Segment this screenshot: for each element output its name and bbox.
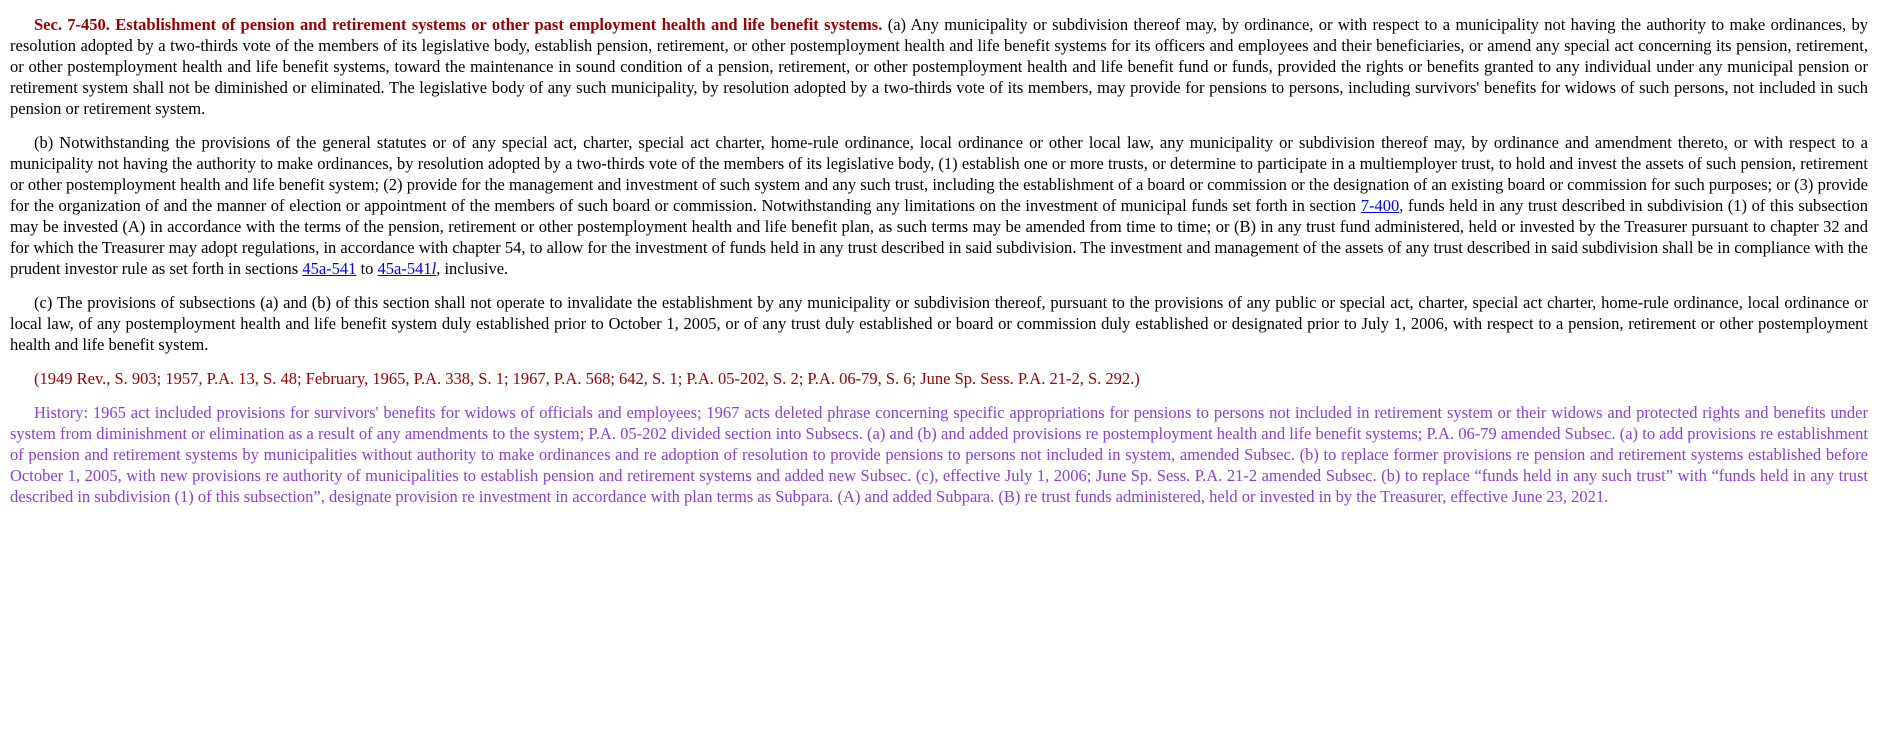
paragraph-b [10,132,1868,279]
history-text: History: 1965 act included provisions for survivors' benefits for widows of officials and employees; 1967 acts deleted phrase concerning specific appropriations for pensions to persons not included in retirement system or their widows and protected rights and benefits under system from diminishment or elimination as a result of any amendments to the system; P.A. 05-202 divided section into Subsecs. (a) and (b) and added provisions re postemployment health and life benefit systems; P.A. 06-79 amended Subsec. (a) to add provisions re establishment of pension and retirement systems by municipalities without authority to make ordinances and re adoption of resolution to provide pensions to persons not included in system, amended Subsec. (b) to replace former provisions re pension and retirement systems established before October 1, 2005, with new provisions re authority of municipalities to establish pension and retirement systems and added new Subsec. (c), effective July 1, 2006; June Sp. Sess. P.A. 21-2 amended Subsec. (b) to replace “funds held in any such trust” with “funds held in any trust described in subdivision (1) of this subsection”, designate provision re investment in accordance with plan terms as Subpara. (A) and added Subpara. (B) re trust funds administered, held or invested in by the Treasurer, effective June 23, 2021. [10,403,1868,506]
statute-link[interactable]: l [431,259,437,278]
text-run: to [356,259,378,278]
statute-link[interactable]: 45a-541 [302,259,357,278]
text-run: (b) Notwithstanding the provisions of the general statutes or of any special act, charter, special act charter, home-rule ordinance, local ordinance or other local law, any municipality or subdivision thereof may, by ordinance and amendment thereto, or with respect to a municipality not having the authority to make ordinances, by resolution adopted by a two-thirds vote of the members of its legislative body, (1) establish one or more trusts, or determine to participate in a multiemployer trust, to hold and invest the assets of such pension, retirement or other postemployment health and life benefit system; (2) provide for the management and investment of such system and any such trust, including the establishment of a board or commission or the designation of an existing board or commission for such purposes; or (3) provide for the organization of and the manner of election or appointment of the members of such board or commission. Notwithstanding any limitations on the investment of municipal funds set forth in section [10,133,1868,215]
history-note [10,402,1868,507]
paragraph-a [10,14,1868,119]
section-heading: Sec. 7-450. Establishment of pension and retirement systems or other past employment health and life benefit systems. [34,15,883,34]
text-run: , inclusive. [436,259,509,278]
statute-link[interactable]: 45a-541 [377,259,432,278]
statute-link[interactable]: 7-400 [1360,196,1400,215]
paragraph-a-text: (a) Any municipality or subdivision thereof may, by ordinance, or with respect to a municipality not having the authority to make ordinances, by resolution adopted by a two-thirds vote of the members of its legislative body, establish pension, retirement, or other postemployment health and life benefit systems for its officers and employees and their beneficiaries, or amend any special act concerning its pension, retirement, or other postemployment health and life benefit systems, toward the maintenance in sound condition of a pension, retirement, or other postemployment health and life benefit fund or funds, provided the rights or benefits granted to any individual under any municipal pension or retirement system shall not be diminished or eliminated. The legislative body of any such municipality, by resolution adopted by a two-thirds vote of its members, may provide for pensions to persons, including survivors' benefits for widows of such persons, not included in such pension or retirement system. [10,15,1869,118]
paragraph-c [10,292,1868,355]
text-run: , funds held in any trust described in subdivision (1) of this subsection may be invested (A) in accordance with the terms of the pension, retirement or other postemployment health and life benefit plan, as such terms may be amended from time to time; or (B) in any trust fund administered, held or invested by the Treasurer pursuant to chapter 32 and for which the Treasurer may adopt regulations, in accordance with chapter 54, to allow for the investment of funds held in any trust described in said subdivision. The investment and management of the assets of any trust described in said subdivision shall be in compliance with the prudent investor rule as set forth in sections [10,196,1868,278]
citation-text: (1949 Rev., S. 903; 1957, P.A. 13, S. 48; February, 1965, P.A. 338, S. 1; 1967, P.A. 568; 642, S. 1; P.A. 05-202, S. 2; P.A. 06-79, S. 6; June Sp. Sess. P.A. 21-2, S. 292.) [34,369,1140,388]
paragraph-c-text: (c) The provisions of subsections (a) and (b) of this section shall not operate to invalidate the establishment by any municipality or subdivision thereof, pursuant to the provisions of any public or special act, charter, special act charter, home-rule ordinance, local ordinance or local law, of any postemployment health and life benefit system duly established prior to October 1, 2005, or of any trust duly established or board or commission duly established or designated prior to July 1, 2006, with respect to a pension, retirement or other postemployment health and life benefit system. [10,293,1868,354]
citation-line [10,368,1868,389]
